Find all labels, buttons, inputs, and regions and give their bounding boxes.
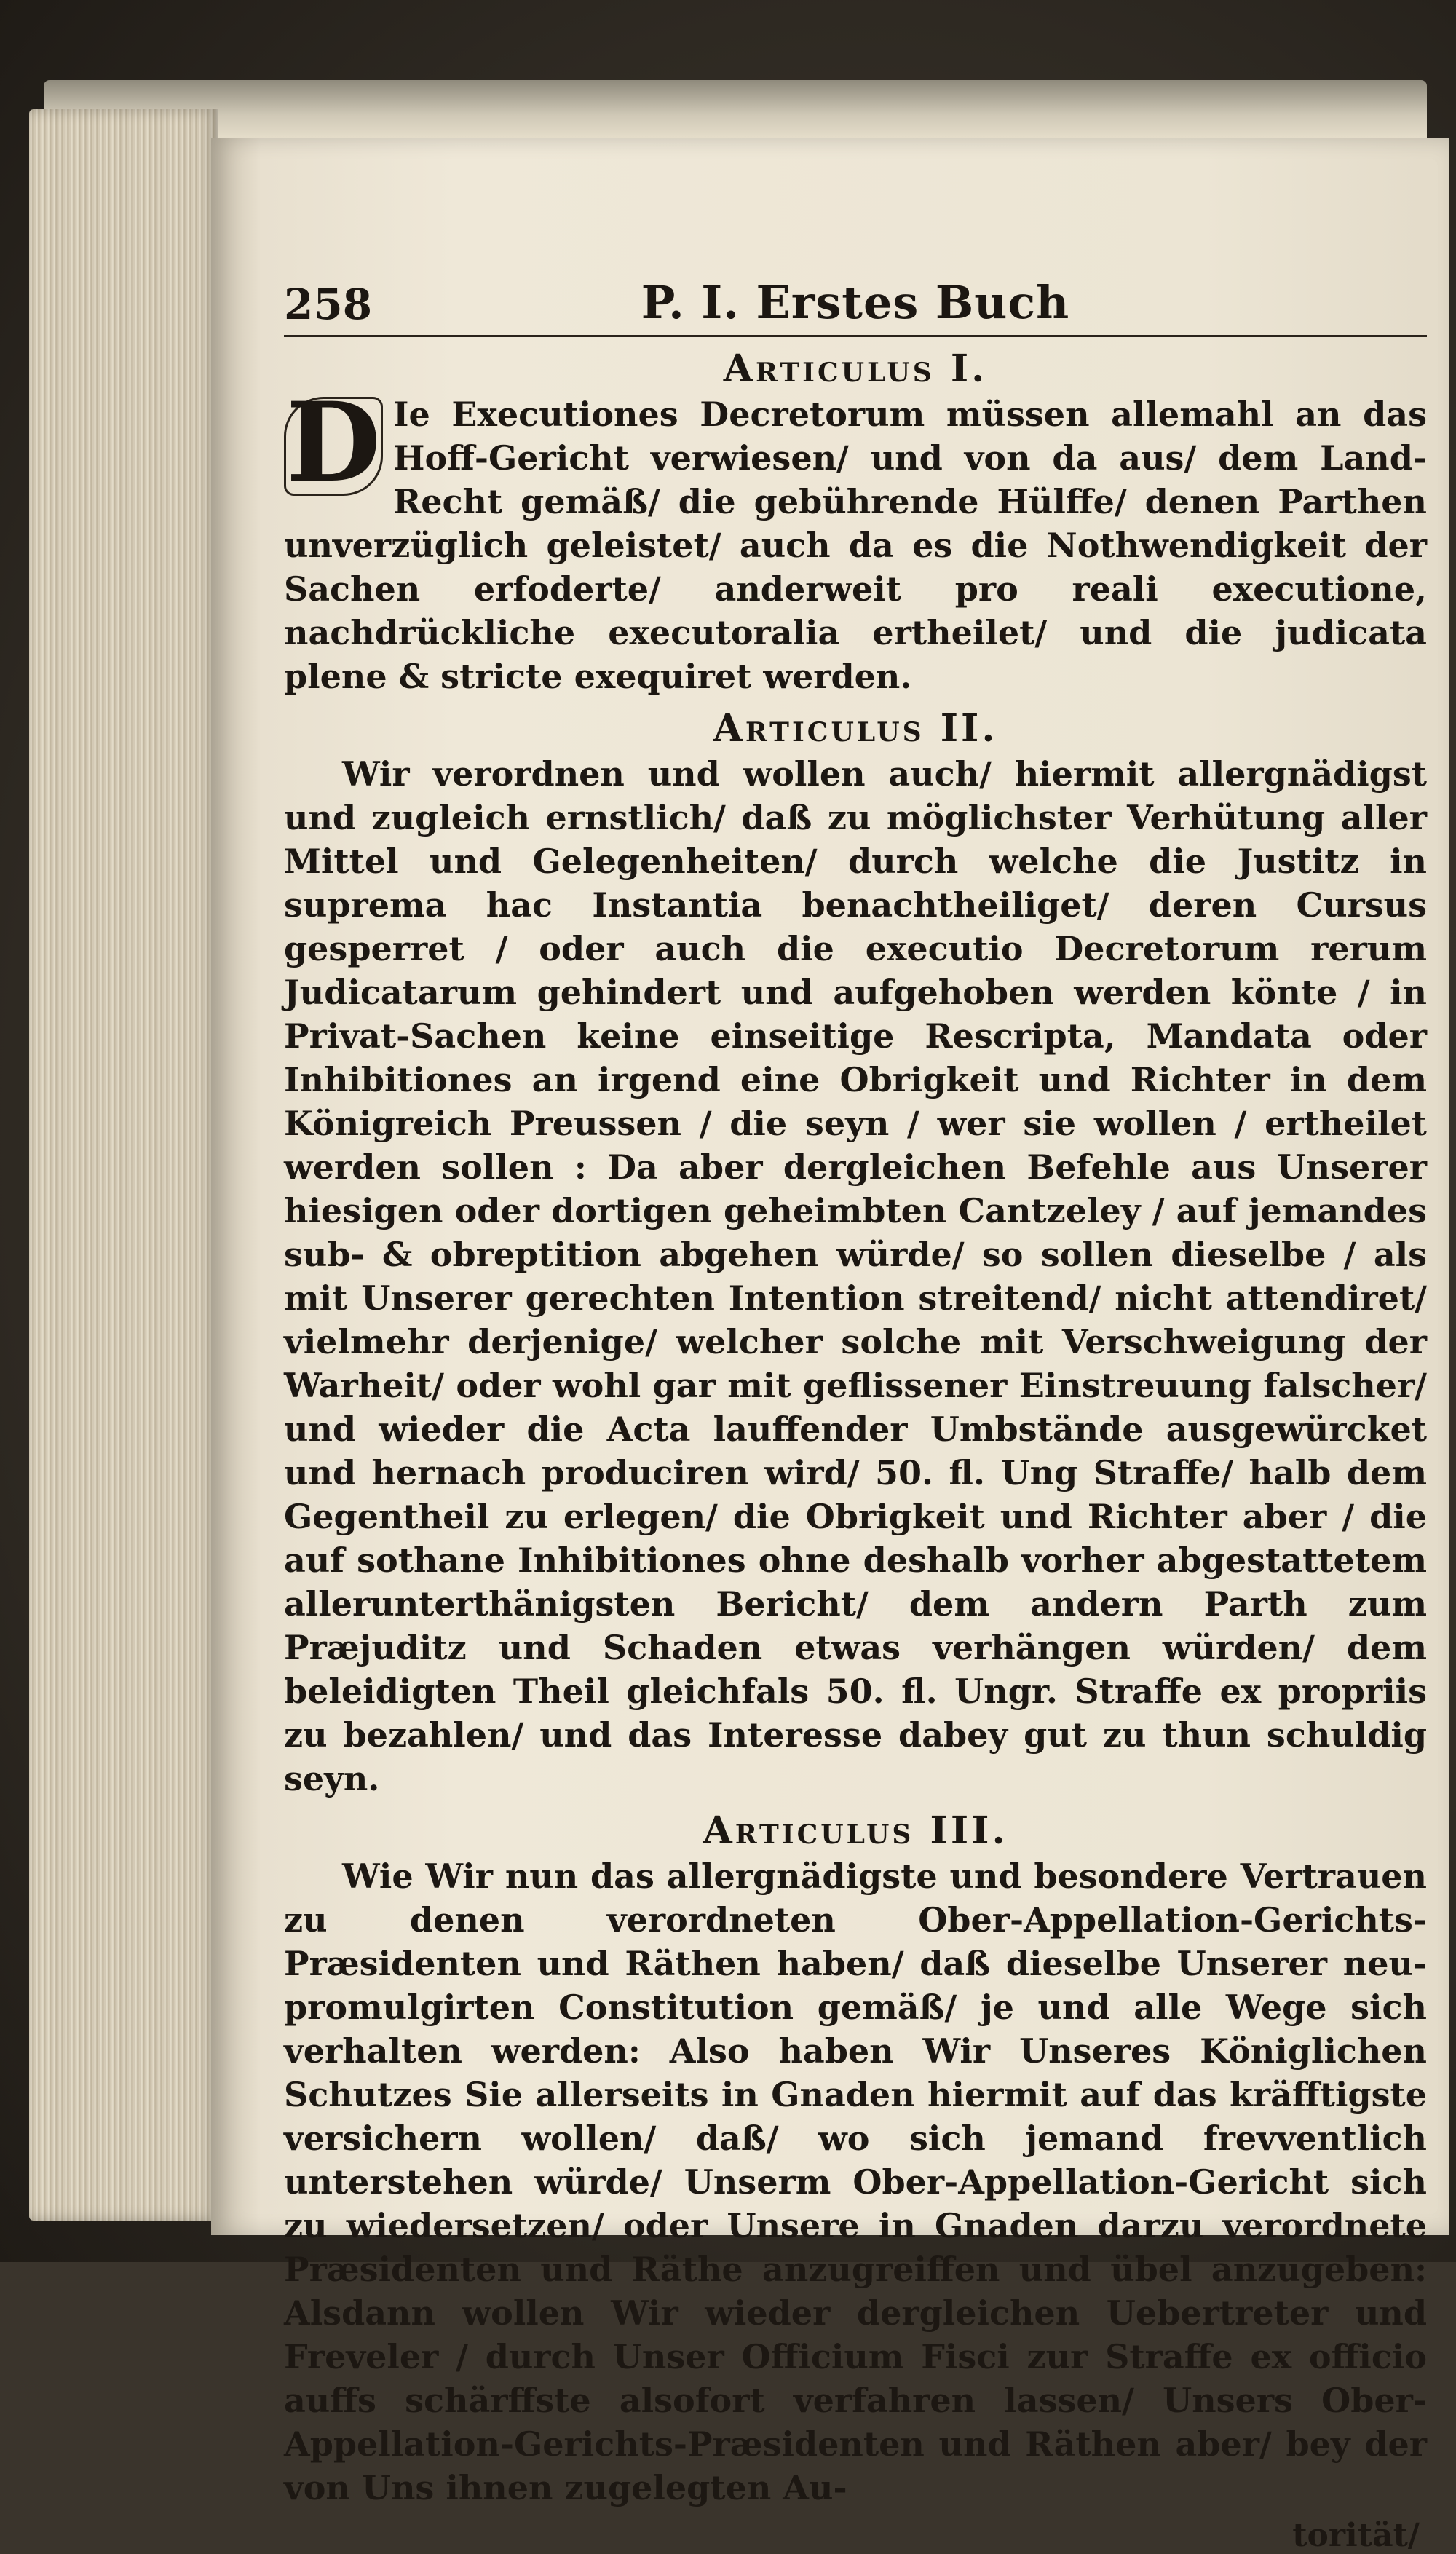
article-heading: Articulus I. xyxy=(723,347,988,391)
catchword: torität/ xyxy=(1292,2517,1420,2554)
paragraph-text: Ie Executiones Decretorum müssen allemahl an das Hoff-Gericht verwiesen/ und von da aus/ dem Land-Recht gemäß/ die gebührende Hülffe/ denen Parthen unverzüglich geleistet/ auch da es die Nothwendigkeit der Sachen erfoderte/ anderweit pro reali executione, nachdrückliche executoralia ertheilet/ und die judicata plene & stricte exequiret werden. xyxy=(284,395,1427,696)
article-3 xyxy=(284,1808,1427,2510)
article-1 xyxy=(284,346,1427,698)
article-heading: Articulus II. xyxy=(713,706,998,751)
decorated-initial: D xyxy=(284,397,383,496)
page-header xyxy=(284,255,1427,337)
article-paragraph: Wie Wir nun das allergnädigste und besondere Vertrauen zu denen verordneten Ober-Appellation-Gerichts-Præsidenten und Räthen haben/ daß dieselbe Unserer neu-promulgirten Constitution gemäß/ je und alle Wege sich verhalten werden: Also haben Wir Unseres Königlichen Schutzes Sie allerseits in Gnaden hiermit auf das kräfftigste versichern wollen/ daß/ wo sich jemand frevventlich unterstehen würde/ Unserm Ober-Appellation-Gericht sich zu wiedersetzen/ oder Unsere in Gnaden darzu verordnete Præsidenten und Räthe anzugreiffen und übel anzugeben: Alsdann wollen Wir wieder dergleichen Uebertreter und Freveler / durch Unser Officium Fisci zur Straffe ex officio auffs schärffste alsofort verfahren lassen/ Unsers Ober-Appellation-Gerichts-Præsidenten und Räthen aber/ bey der von Uns ihnen zugelegten Au- xyxy=(284,1857,1427,2507)
book-top-edge xyxy=(44,80,1427,138)
running-head: P. I. Erstes Buch xyxy=(641,276,1070,329)
page-number: 258 xyxy=(284,280,373,329)
article-paragraph xyxy=(284,379,1427,698)
article-heading: Articulus III. xyxy=(703,1808,1008,1853)
article-paragraph: Wir verordnen und wollen auch/ hiermit allergnädigst und zugleich ernstlich/ daß zu möglichster Verhütung aller Mittel und Gelegenheiten/ durch welche die Justitz in suprema hac Instantia benachtheiliget/ deren Cursus gesperret / oder auch die executio Decretorum rerum Judicatarum gehindert und aufgehoben werden könte / in Privat-Sachen keine einseitige Rescripta, Mandata oder Inhibitiones an irgend eine Obrigkeit und Richter in dem Königreich Preussen / die seyn / wer sie wollen / ertheilet werden sollen : Da aber dergleichen Befehle aus Unserer hiesigen oder dortigen geheimbten Cantzeley / auf jemandes sub- & obreptition abgehen würde/ so sollen dieselbe / als mit Unserer gerechten Intention streitend/ nicht attendiret/ vielmehr derjenige/ welcher solche mit Verschweigung der Warheit/ oder wohl gar mit geflissener Einstreuung falscher/ und wieder die Acta lauffender Umbstände ausgewürcket und hernach produciren wird/ 50. fl. Ung Straffe/ halb dem Gegentheil zu erlegen/ die Obrigkeit und Richter aber / die auf sothane Inhibitiones ohne deshalb vorher abgestattetem allerunterthänigsten Bericht/ dem andern Parth zum Præjuditz und Schaden etwas verhängen würden/ dem beleidigten Theil gleichfals 50. fl. Ungr. Straffe ex propriis zu bezahlen/ und das Interesse dabey gut zu thun schuldig seyn. xyxy=(284,754,1427,1798)
page-content xyxy=(284,255,1427,2554)
book-page-edges xyxy=(29,109,218,2221)
article-2 xyxy=(284,705,1427,1800)
